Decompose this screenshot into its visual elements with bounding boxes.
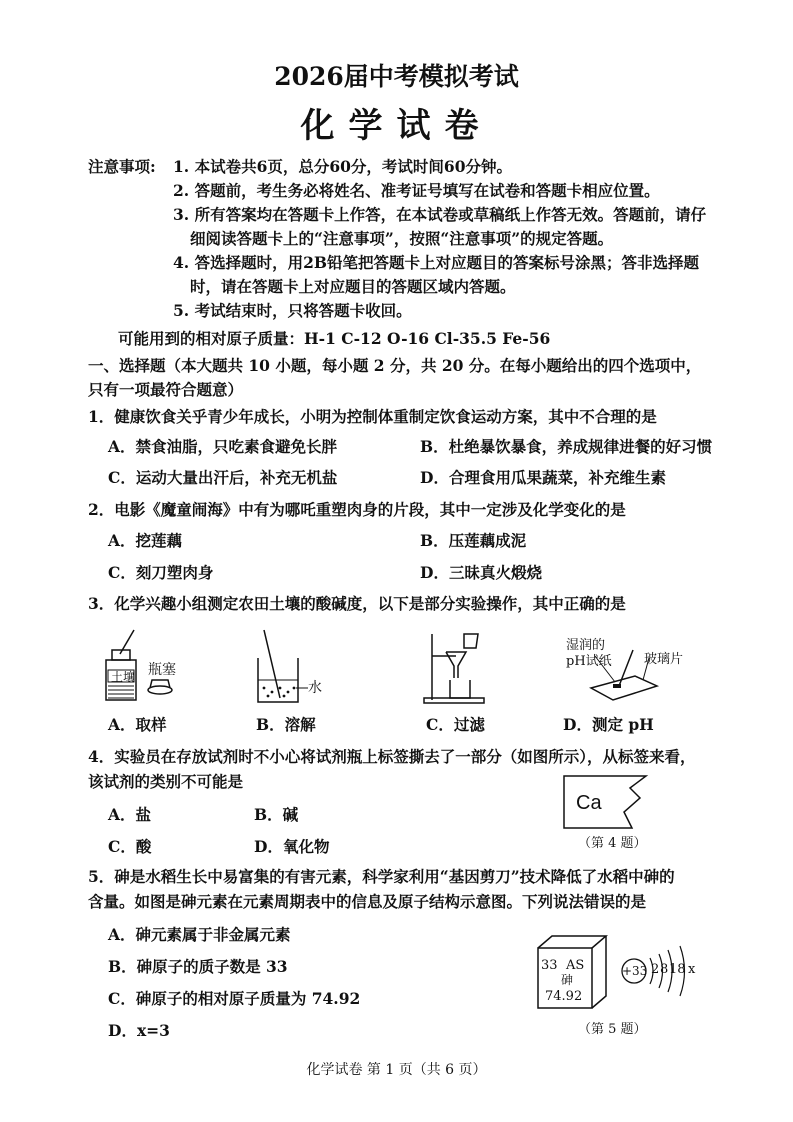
q3-stem: 3．化学兴趣小组测定农田土壤的酸碱度，以下是部分实验操作，其中正确的是	[88, 594, 626, 613]
notice-item-3: 3. 所有答案均在答题卡上作答，在本试卷或草稿纸上作答无效。答题前，请仔	[173, 205, 707, 224]
q1-option-c: C．运动大量出汗后，补充无机盐	[108, 468, 338, 487]
shell-2-count: 8	[660, 962, 669, 977]
page-footer: 化学试卷 第 1 页（共 6 页）	[306, 1062, 487, 1078]
filtration-figure	[420, 628, 490, 708]
shell-1-count: 2	[651, 962, 660, 977]
notice-item-4-cont: 时，请在答题卡上对应题目的答题区域内答题。	[190, 277, 516, 296]
fig-d-wet-label: 湿润的	[566, 638, 606, 653]
q3-option-a: A．取样	[108, 715, 167, 734]
cell-symbol: AS	[566, 958, 585, 973]
section-heading-cont: 只有一项最符合题意）	[88, 380, 244, 399]
q5-option-a: A．砷元素属于非金属元素	[108, 925, 291, 944]
notice-item-5: 5. 考试结束时，只将答题卡收回。	[173, 301, 412, 320]
q1-option-b: B．杜绝暴饮暴食，养成规律进餐的好习惯	[420, 437, 713, 456]
cell-atomic-mass: 74.92	[545, 989, 583, 1004]
q1-option-d: D．合理食用瓜果蔬菜，补充维生素	[420, 468, 666, 487]
q5-option-b: B．砷原子的质子数是 33	[108, 957, 288, 976]
notice-item-2: 2. 答题前，考生务必将姓名、准考证号填写在试卷和答题卡相应位置。	[173, 181, 660, 200]
q4-option-a: A．盐	[108, 805, 152, 824]
q4-stem: 4．实验员在存放试剂时不小心将试剂瓶上标签撕去了一部分（如图所示），从标签来看，	[88, 747, 696, 766]
fig-b-water-label: 水	[308, 680, 322, 696]
q3-option-b: B．溶解	[256, 715, 316, 734]
fig-d-ph-paper-label: pH试纸	[566, 654, 612, 669]
q1-option-a: A．禁食油脂，只吃素食避免长胖	[108, 437, 338, 456]
q2-option-b: B．压莲藕成泥	[420, 531, 527, 550]
q2-stem: 2．电影《魔童闹海》中有为哪吒重塑肉身的片段，其中一定涉及化学变化的是	[88, 500, 626, 519]
q5-stem: 5．砷是水稻生长中易富集的有害元素，科学家利用“基因剪刀”技术降低了水稻中砷的	[88, 867, 675, 886]
q5-option-c: C．砷原子的相对原子质量为 74.92	[108, 989, 361, 1008]
q2-option-a: A．挖莲藕	[108, 531, 183, 550]
exam-title: 2026届中考模拟考试	[274, 62, 519, 91]
q4-option-c: C．酸	[108, 837, 152, 856]
fig-a-soil-label: 土壤	[111, 670, 136, 684]
torn-label-text: Ca	[576, 792, 602, 814]
sampling-figure	[100, 628, 190, 708]
notice-item-3-cont: 细阅读答题卡上的“注意事项”，按照“注意事项”的规定答题。	[190, 229, 614, 248]
q1-stem: 1．健康饮食关乎青少年成长，小明为控制体重制定饮食运动方案，其中不合理的是	[88, 407, 657, 426]
q4-option-b: B．碱	[254, 805, 299, 824]
q3-option-d: D．测定 pH	[563, 715, 654, 734]
q2-option-d: D．三昧真火煅烧	[420, 563, 542, 582]
q5-option-d: D．x=3	[108, 1021, 170, 1040]
shell-3-count: 18	[669, 962, 686, 977]
fig-d-glass-label: 玻璃片	[644, 652, 684, 667]
q2-option-c: C．刻刀塑肉身	[108, 563, 214, 582]
nucleus-charge: +33	[622, 964, 648, 978]
cell-atomic-number: 33	[541, 958, 558, 973]
q5-stem-cont: 含量。如图是砷元素在元素周期表中的信息及原子结构示意图。下列说法错误的是	[88, 892, 647, 911]
notice-label: 注意事项:	[88, 157, 156, 176]
section-heading: 一、选择题（本大题共 10 小题，每小题 2 分，共 20 分。在每小题给出的四个选项中，	[88, 356, 702, 375]
q4-stem-cont: 该试剂的类别不可能是	[88, 772, 244, 791]
shell-4-count: x	[688, 962, 696, 977]
q4-option-d: D．氧化物	[254, 837, 330, 856]
fig-a-stopper-label: 瓶塞	[148, 662, 176, 678]
cell-name: 砷	[561, 973, 574, 987]
q3-option-c: C．过滤	[426, 715, 485, 734]
notice-item-1: 1. 本试卷共6页，总分60分，考试时间60分钟。	[173, 157, 513, 176]
atomic-masses: 可能用到的相对原子质量：H-1 C-12 O-16 Cl-35.5 Fe-56	[118, 329, 551, 348]
q4-caption: （第 4 题）	[578, 836, 647, 851]
subject-title: 化学试卷	[300, 106, 493, 146]
q5-caption: （第 5 题）	[578, 1022, 647, 1037]
notice-item-4: 4. 答选择题时，用2B铅笔把答题卡上对应题目的答案标号涂黑；答非选择题	[173, 253, 699, 272]
dissolving-figure	[250, 628, 310, 708]
